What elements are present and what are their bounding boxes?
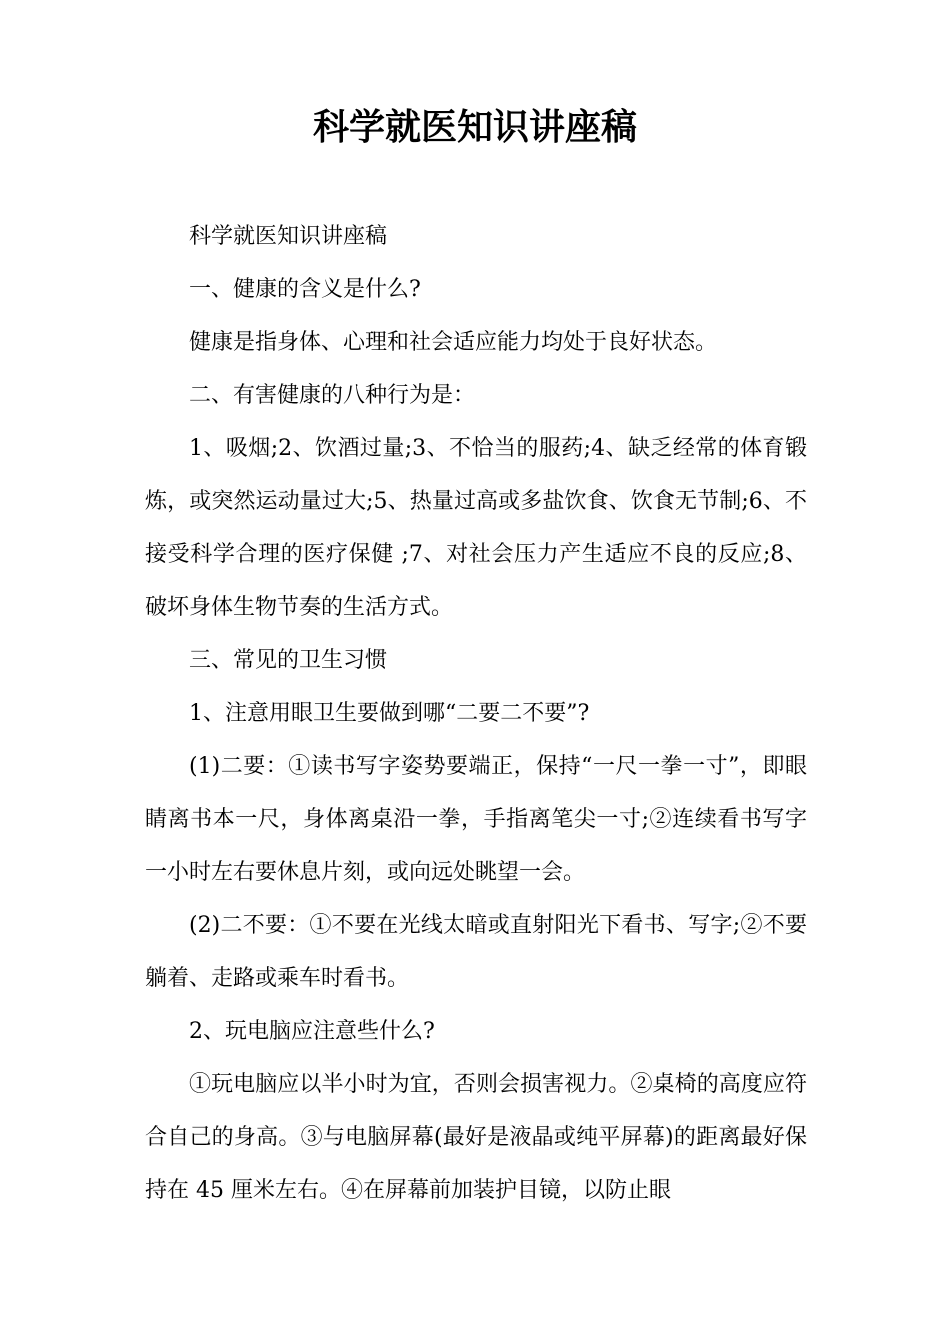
paragraph: ①玩电脑应以半小时为宜，否则会损害视力。②桌椅的高度应符合自己的身高。③与电脑屏幕(最好是液晶或纯平屏幕)的距离最好保持在 45 厘米左右。④在屏幕前加装护目镜，以防止眼 [145,1072,807,1203]
paragraph: 健康是指身体、心理和社会适应能力均处于良好状态。 [189,330,718,355]
paragraph: 2、玩电脑应注意些什么? [189,1019,435,1044]
paragraph: 1、吸烟;2、饮酒过量;3、不恰当的服药;4、缺乏经常的体育锻炼，或突然运动量过大;5、热量过高或多盐饮食、饮食无节制;6、不接受科学合理的医疗保健 ;7、对社会压力产生适应不良的反应;8、破坏身体生物节奏的生活方式。 [145,436,807,620]
paragraph: (2)二不要：①不要在光线太暗或直射阳光下看书、写字;②不要躺着、走路或乘车时看书。 [145,913,807,991]
paragraph: 一、健康的含义是什么? [189,277,421,302]
document-body [145,210,807,1217]
document-title: 科学就医知识讲座稿 [312,107,637,148]
paragraph: 1、注意用眼卫生要做到哪“二要二不要”? [189,701,590,726]
paragraph: 科学就医知识讲座稿 [189,224,388,249]
paragraph: (1)二要：①读书写字姿势要端正，保持“一尺一拳一寸”，即眼睛离书本一尺，身体离桌沿一拳，手指离笔尖一寸;②连续看书写字一小时左右要休息片刻，或向远处眺望一会。 [145,754,807,885]
paragraph: 三、常见的卫生习惯 [189,648,388,673]
paragraph: 二、有害健康的八种行为是： [189,383,476,408]
